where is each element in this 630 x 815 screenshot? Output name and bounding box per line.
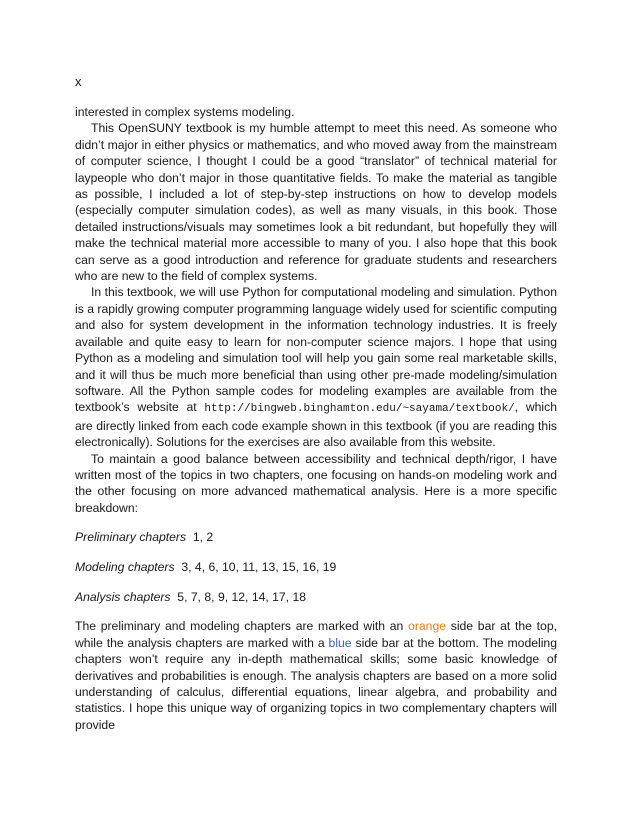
- sidebars-text: side bar at the top, while the analysis chapters are marked with a: [75, 619, 557, 650]
- orange-word: orange: [408, 619, 447, 634]
- chapter-numbers: 3, 4, 6, 10, 11, 13, 15, 16, 19: [181, 560, 337, 575]
- textbook-url[interactable]: http://bingweb.binghamton.edu/~sayama/textbook/: [204, 403, 515, 416]
- chapter-label: Modeling chapters: [75, 560, 175, 575]
- paragraph-sidebars: [75, 618, 557, 733]
- chapter-breakdown: [75, 529, 557, 605]
- paragraph-opensuny: This OpenSUNY textbook is my humble attempt to meet this need. As someone who didn’t major in either physics or mathematics, and who moved away from the mainstream of computer science, I thought I could be a good “translator” of technical material for laypeople who don’t major in those quantitative fields. To make the material as tangible as possible, I included a lot of step-by-step instructions on how to develop models (especially computer simulation codes), as well as many visuals, in this book. Those detailed instructions/visuals may sometimes look a bit redundant, but hopefully they will make the technical material more accessible to many of you. I also hope that this book can serve as a good introduction and reference for graduate students and researchers who are new to the field of complex systems.: [75, 121, 557, 284]
- chapter-numbers: 1, 2: [192, 530, 214, 545]
- chapter-label: Analysis chapters: [75, 589, 171, 604]
- paragraph-continuation: interested in complex systems modeling.: [75, 105, 295, 119]
- blue-word: blue: [328, 635, 352, 650]
- sidebars-text: The preliminary and modeling chapters are marked with an: [75, 619, 409, 634]
- chapter-row-analysis: [75, 589, 557, 605]
- page-number: x: [75, 74, 82, 89]
- python-text-end: , which are directly linked from each code example shown in this textbook (if you are reading this electronically). Solutions for the exercises are also available from this website.: [75, 400, 557, 450]
- body-text: [75, 104, 557, 733]
- paragraph-python: [75, 284, 557, 450]
- python-text: In this textbook, we will use Python for computational modeling and simulation. Python is a rapidly growing computer programming language widely used for scientific computing and also for system development in the information technology industries. It is freely available and quite easy to learn for non-computer science majors. I hope that using Python as a modeling and simulation tool will help you gain some real marketable skills, and it will thus be much more beneficial than using other pre-made modeling/simulation software. All the Python sample codes for modeling examples are available from the textbook’s website at: [75, 285, 557, 415]
- sidebars-text-end: side bar at the bottom. The modeling chapters won’t require any in-depth mathematical skills; some basic knowledge of derivatives and probabilities is enough. The analysis chapters are based on a more solid understanding of calculus, differential equations, linear algebra, and probability and statistics. I hope this unique way of organizing topics in two complementary chapters will provide: [75, 635, 557, 732]
- paragraph-balance: To maintain a good balance between accessibility and technical depth/rigor, I have written most of the topics in two chapters, one focusing on hands-on modeling work and the other focusing on more advanced mathematical analysis. Here is a more specific breakdown:: [75, 451, 557, 515]
- chapter-row-modeling: [75, 559, 557, 575]
- chapter-row-preliminary: [75, 529, 557, 545]
- chapter-label: Preliminary chapters: [75, 530, 187, 545]
- chapter-numbers: 5, 7, 8, 9, 12, 14, 17, 18: [177, 589, 307, 604]
